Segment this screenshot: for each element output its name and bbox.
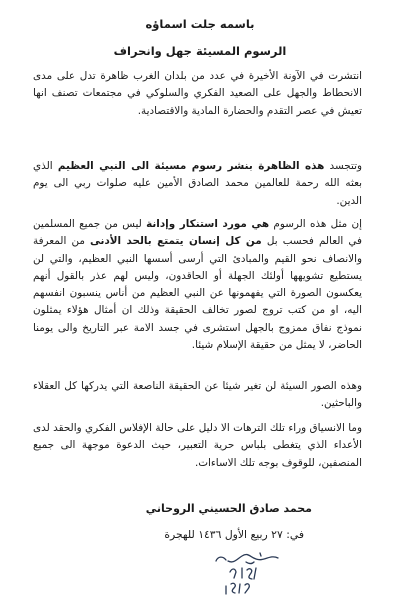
text-run: ليس من جميع المسلمين في العالم فحسب بل: [33, 218, 362, 248]
text-run: إن مثل هذه الرسوم: [269, 218, 362, 230]
text-run: وما الانسياق وراء تلك الترهات الا دليل على حالة الإفلاس الفكري والحقد لدى الأعداء الذي يتغطى بلباس حرية التعبير، حيث الدعوة موجهة الى جميع المنصفين، للوقوف بوجه تلك الاساءات.: [33, 422, 362, 469]
paragraph-4: [33, 378, 362, 413]
text-run: الذي بعثه الله رحمة للعالمين محمد الصادق الأمين عليه صلوات ربي الى يوم الدين.: [33, 160, 362, 207]
text-run: وهذه الصور السيئة لن تغير شيئا عن الحقيقة الناصعة التي يدركها كل العقلاء والباحثين.: [33, 380, 362, 410]
paragraph-2: [33, 158, 362, 210]
bold-text-run: من كل إنسان يتمتع بالحد الأدنى: [90, 235, 262, 248]
paragraph-5: [33, 420, 362, 472]
author-name: محمد صادق الحسيني الروحاني: [145, 502, 312, 515]
text-run: انتشرت في الآونة الأخيرة في عدد من بلدان الغرب ظاهرة تدل على مدى الانحطاط والجهل على الصعيد الفكري والسلوكي في مجتمعات تصنف انها تعيش في عصر التقدم والحضارة المادية والاقتصادية.: [33, 70, 362, 117]
bold-text-run: هذه الظاهرة بنشر رسوم مسيئة الى النبي العظيم: [57, 160, 325, 172]
letter-title: الرسوم المسيئة جهل وانحراف: [113, 44, 287, 58]
text-run: وتتجسد: [324, 160, 362, 172]
date-line: في: ٢٧ ربيع الأول ١٤٣٦ للهجرة: [164, 528, 304, 541]
paragraph-3: [33, 216, 362, 354]
basmala-heading: باسمه جلت اسماؤه: [145, 17, 255, 31]
text-run: من المعرفة والانصاف نحو القيم والمبادئ التي أرسى أسسها النبي العظيم، والتي لن يستطيع تشويهها أولئك الجهلة أو الحاقدون، وليس لهم عذر بالقول أنهم يعكسون الصورة التي يفهمونها عن النبي العظيم من أناس ينسبون انفسهم اليه، او من كتب تروج لصور تخالف الحقيقة وذلك ان أمثال هؤلاء يمثلون نموذج نفاق ممزوج بالجهل استشرى في جسد الامة عبر التاريخ والى يومنا الحاضر، لا يمثل من حقيقة الإسلام شيئا.: [33, 235, 362, 352]
bold-text-run: هي مورد استنكار وإدانة: [146, 218, 270, 230]
paragraph-1: [33, 68, 362, 120]
handwritten-signature: [190, 548, 285, 596]
